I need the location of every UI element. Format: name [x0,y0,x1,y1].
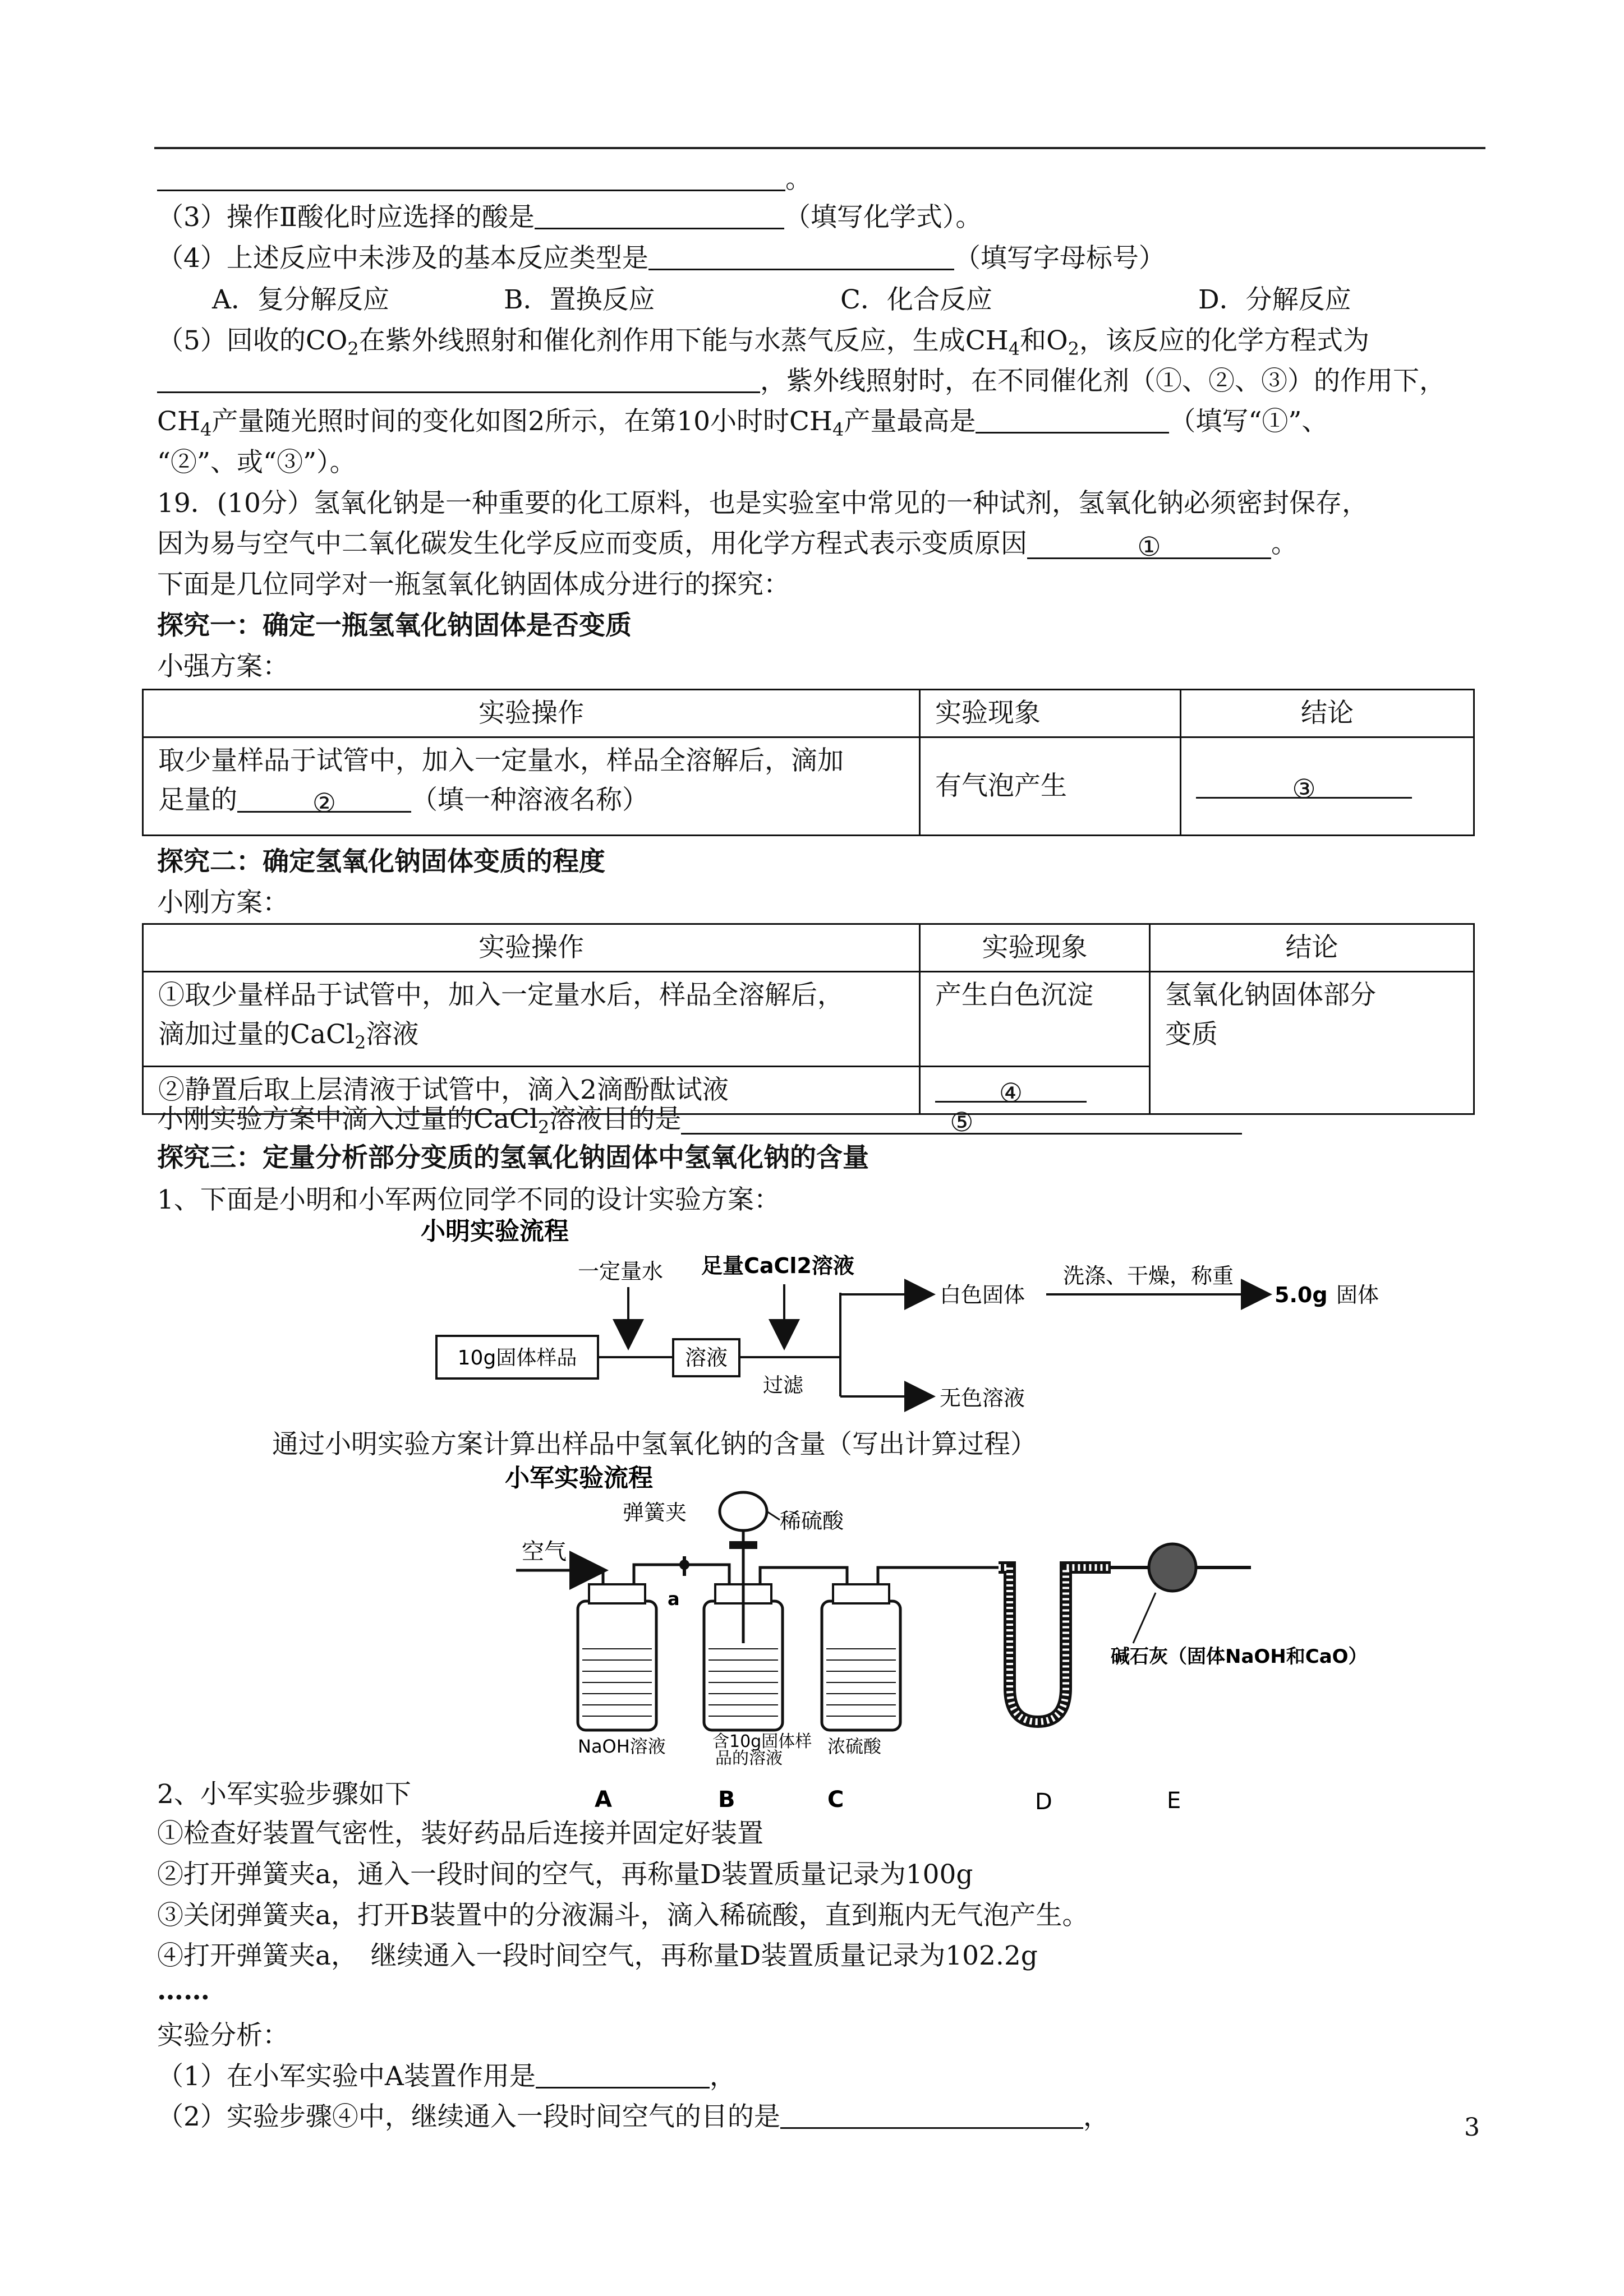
letter-a: A [595,1787,612,1813]
inquiry-1-title: 探究一：确定一瓶氢氧化钠固体是否变质 [157,610,632,641]
apparatus-title: 小军实验流程 [505,1464,653,1492]
step-3: ③关闭弹簧夹a，打开B装置中的分液漏斗，滴入稀硫酸，直到瓶内无气泡产生。 [157,1900,1089,1931]
blank-5[interactable]: ⑤ [681,1106,1242,1135]
flow-label-water: 一定量水 [578,1259,664,1284]
table-cell: 取少量样品于试管中，加入一定量水，样品全溶解后，滴加 足量的 ② （填一种溶液名称） [143,737,920,836]
blank-1[interactable]: ① [1027,531,1271,559]
q18-item-5-cont3: “②”、或“③”）。 [157,447,356,478]
purpose-line: 小刚实验方案中滴入过量的CaCl$_2$溶液目的是 ⑤ [157,1103,1242,1144]
letter-c: C [827,1787,844,1813]
plan-xiaogang: 小刚方案： [157,887,289,918]
ellipsis: …… [157,1975,210,2006]
flow-title: 小明实验流程 [421,1217,569,1246]
q19-intro: 19．(10分）氢氧化钠是一种重要的化工原料，也是实验室中常见的一种试剂，氢氧化钠必须密封保存， [157,488,1368,519]
q18-item-5-cont: ，紫外线照射时，在不同催化剂（①、②、③）的作用下， [157,365,1446,398]
flow-solution: 溶液 [684,1345,728,1370]
table-cell: 有气泡产生 [920,737,1181,836]
drying-tube-e [1111,1544,1251,1643]
table-header: 实验操作 [143,690,920,737]
q18-line-1: 。 [157,163,812,196]
flow-colorless: 无色溶液 [940,1386,1025,1410]
answer-blank[interactable] [535,201,784,229]
flow-white-solid: 白色固体 [940,1283,1025,1307]
flow-label-cacl2: 足量CaCl2溶液 [701,1253,854,1278]
flow-filter: 过滤 [763,1374,804,1397]
bottle-a [578,1565,704,1730]
inquiry-2-title: 探究二：确定氢氧化钠固体变质的程度 [157,846,605,877]
answer-blank[interactable] [157,365,760,393]
table-cell: ②静置后取上层清液于试管中，滴入2滴酚酞试液 [143,1067,920,1114]
answer-blank[interactable] [648,242,954,270]
label-acid: 稀硫酸 [780,1509,844,1533]
analysis-2: （2）实验步骤④中，继续通入一段时间空气的目的是 ， [157,2101,1110,2132]
plan-xiaoqiang: 小强方案： [157,651,289,682]
header-rule [154,147,1485,149]
xiaoming-flow-diagram [415,1211,1391,1424]
calc-prompt: 通过小明实验方案计算出样品中氢氧化钠的含量（写出计算过程） [272,1429,1037,1460]
label-h2so4: 浓硫酸 [827,1736,882,1757]
q18-options [212,283,1351,317]
label-soda-lime: 碱石灰（固体NaOH和CaO） [1111,1645,1368,1668]
inquiry-3-title: 探究三：定量分析部分变质的氢氧化钠固体中氢氧化钠的含量 [157,1142,869,1173]
label-b2: 品的溶液 [715,1749,783,1768]
table-cell: 氢氧化钠固体部分 变质 [1150,972,1474,1114]
table-header: 实验操作 [143,924,920,972]
analysis-1: （1）在小军实验中A装置作用是 ， [157,2061,736,2092]
flow-wash: 洗涤、干燥，称重 [1063,1264,1234,1288]
label-air: 空气 [522,1539,567,1565]
answer-blank[interactable] [780,2100,1083,2129]
blank-4[interactable]: ④ [935,1074,1087,1103]
design-intro: 1、下面是小明和小军两位同学不同的设计实验方案： [157,1184,780,1215]
option-d: D．分解反应 [1198,284,1351,315]
xiaojun-apparatus-diagram [505,1458,1481,1772]
analysis-title: 实验分析： [157,2020,289,2051]
table-cell: ①取少量样品于试管中，加入一定量水后，样品全溶解后， 滴加过量的CaCl$_2$溶液 [143,972,920,1067]
letter-d: D [1035,1789,1052,1815]
option-b: B．置换反应 [504,284,655,315]
table-xiaoqiang [142,689,1475,836]
page-number: 3 [1464,2113,1480,2142]
label-naoh: NaOH溶液 [578,1736,666,1757]
answer-blank[interactable] [157,163,785,191]
table-cell [1181,737,1474,836]
q18-item-5: （5）回收的$CO_2$在紫外线照射和催化剂作用下能与水蒸气反应，生成$CH_4$和$O_2$，该反应的化学方程式为 [157,325,1369,359]
flow-solid: 固体 [1336,1283,1379,1307]
table-header: 实验现象 [920,924,1150,972]
step-4: ④打开弹簧夹a， 继续通入一段时间空气，再称量D装置质量记录为102.2g [157,1940,1038,1971]
q19-intro-2: 因为易与空气中二氧化碳发生化学反应而变质，用化学方程式表示变质原因 ① 。 [157,528,1298,563]
u-tube-d [999,1567,1111,1722]
step-2: ②打开弹簧夹a，通入一段时间的空气，再称量D装置质量记录为100g [157,1859,973,1890]
table-xiaogang [142,923,1475,1115]
letter-b: B [718,1787,735,1813]
q18-item-4: （4）上述反应中未涉及的基本反应类型是 （填写字母标号） [157,243,1165,274]
option-c: C．化合反应 [840,284,992,315]
q19-intro-3: 下面是几位同学对一瓶氢氧化钠固体成分进行的探究： [157,569,790,600]
table-header: 实验现象 [920,690,1181,737]
blank-2[interactable]: ② [237,784,411,813]
table-cell: 产生白色沉淀 [920,972,1150,1067]
label-clip: 弹簧夹 [623,1500,687,1525]
apparatus-letters [578,1772,1195,1817]
label-b1: 含10g固体样 [712,1732,812,1751]
steps-title: 2、小军实验步骤如下 [157,1779,411,1810]
table-header: 结论 [1181,690,1474,737]
letter-e: E [1167,1788,1181,1814]
answer-blank[interactable] [536,2060,710,2088]
blank-3[interactable]: ③ [1196,770,1412,799]
table-header: 结论 [1150,924,1474,972]
bottle-c [822,1567,999,1730]
option-a: A．复分解反应 [212,284,389,315]
label-a: a [668,1588,680,1610]
flow-mass: 5.0g [1275,1283,1328,1307]
answer-blank[interactable] [976,405,1169,434]
flow-sample: 10g固体样品 [457,1347,577,1370]
q18-item-3: （3）操作Ⅱ酸化时应选择的酸是 （填写化学式）。 [157,202,982,233]
step-1: ①检查好装置气密性，装好药品后连接并固定好装置 [157,1818,763,1849]
q18-item-5-cont2: $CH_4$产量随光照时间的变化如图2所示，在第10小时时$CH_4$产量最高是 （填写“①”、 [157,406,1328,440]
